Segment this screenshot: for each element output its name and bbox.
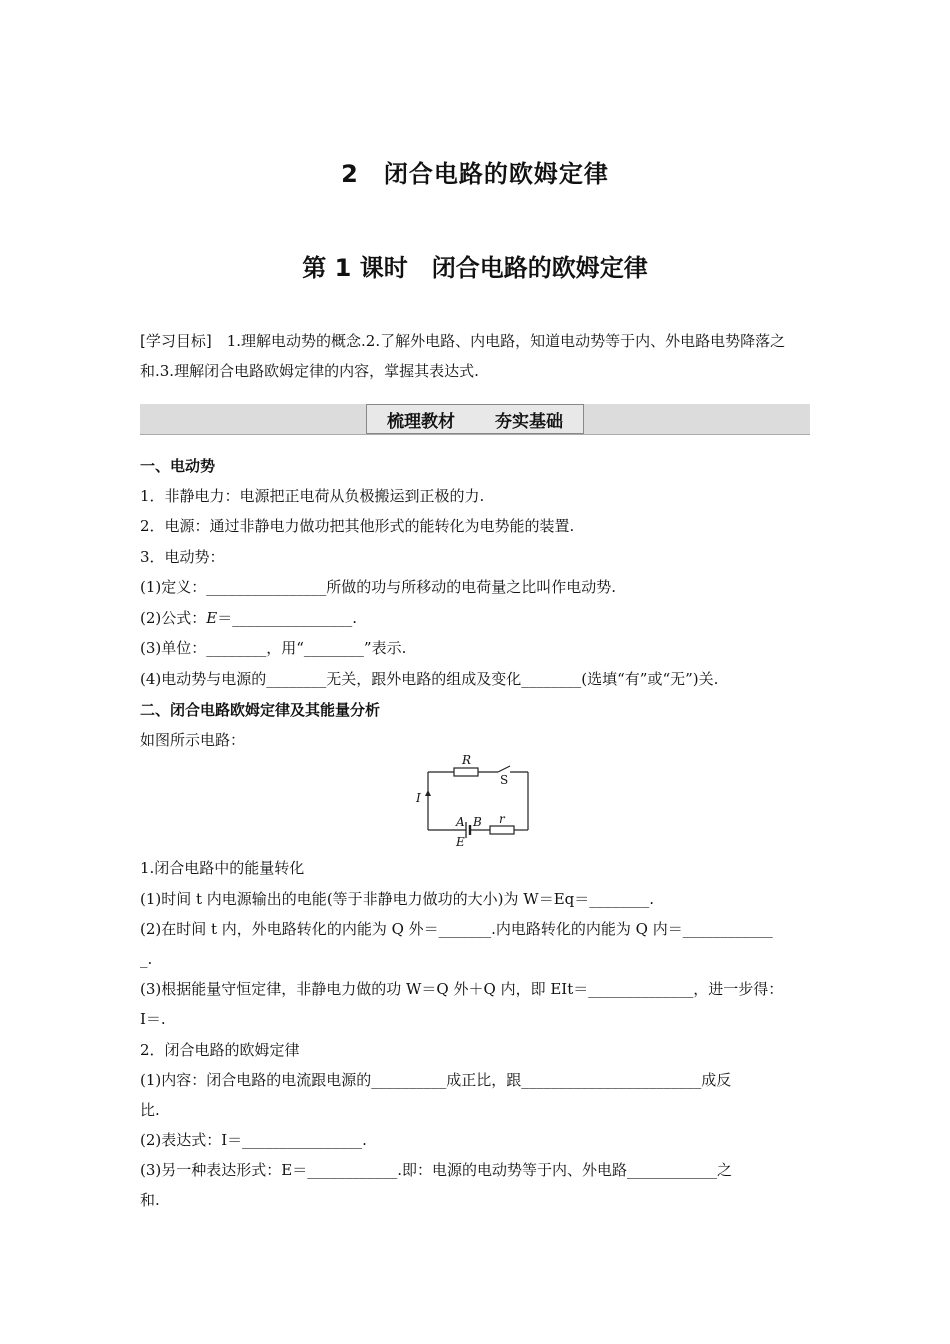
learning-objectives: [140, 326, 812, 386]
item-source: 2．电源：通过非静电力做功把其他形式的能转化为电势能的装置.: [140, 517, 575, 535]
item-emf: 3．电动势：: [140, 548, 225, 566]
label-A: A: [456, 815, 465, 829]
resistor-r: [490, 826, 514, 834]
current-arrow-icon: [425, 790, 431, 796]
energy-1: (1)时间 t 内电源输出的电能(等于非静电力做功的大小)为 W＝Eq＝________.: [140, 890, 655, 908]
law-alt-form: (3)另一种表达形式：E＝____________.即：电源的电动势等于内、外电路____________之: [140, 1161, 732, 1179]
law-content: (1)内容：闭合电路的电流跟电源的__________成正比，跟________________________成反: [140, 1071, 732, 1089]
banner-left: 梳理教材: [387, 411, 455, 432]
law-alt-form-cont: 和.: [140, 1191, 160, 1209]
law-title: 2．闭合电路的欧姆定律: [140, 1041, 300, 1059]
formula-prefix: (2)公式：: [140, 609, 207, 627]
law-content-cont: 比.: [140, 1101, 160, 1119]
circuit-diagram: [410, 752, 540, 852]
objective-label: [学习目标]: [140, 332, 212, 350]
energy-title: 1.闭合电路中的能量转化: [140, 859, 305, 877]
diagram-intro: 如图所示电路：: [140, 731, 246, 749]
heading-ohm: 二、闭合电路欧姆定律及其能量分析: [140, 701, 381, 719]
label-E: E: [456, 835, 465, 849]
energy-3: (3)根据能量守恒定律，非静电力做的功 W＝Q 外＋Q 内，即 EIt＝______________，进一步得：: [140, 980, 784, 998]
banner-box: [366, 404, 584, 434]
law-expression: (2)表达式：I＝________________.: [140, 1131, 367, 1149]
energy-2: (2)在时间 t 内，外电路转化的内能为 Q 外＝_______.内电路转化的内能为 Q 内＝____________: [140, 920, 773, 938]
label-r: r: [499, 812, 505, 826]
resistor-R: [454, 768, 478, 776]
lesson-title: 第 1 课时 闭合电路的欧姆定律: [302, 254, 648, 282]
banner-right: 夯实基础: [495, 411, 563, 432]
label-S: S: [500, 773, 509, 787]
objective-text: 1.理解电动势的概念.2.了解外电路、内电路，知道电动势等于内、外电路电势降落之和.3.理解闭合电路欧姆定律的内容，掌握其表达式.: [140, 332, 786, 380]
label-R: R: [462, 753, 472, 767]
item-nonelectrostatic: 1．非静电力：电源把正电荷从负极搬运到正极的力.: [140, 487, 485, 505]
energy-3-cont: I＝.: [140, 1010, 166, 1028]
emf-formula: [140, 608, 357, 628]
label-I: I: [416, 791, 421, 805]
formula-suffix: ＝________________.: [217, 609, 357, 627]
emf-definition: (1)定义：________________所做的功与所移动的电荷量之比叫作电动势.: [140, 578, 617, 596]
switch-S: [498, 766, 510, 772]
emf-relation: (4)电动势与电源的________无关，跟外电路的组成及变化________(选填“有”或“无”)关.: [140, 670, 719, 688]
emf-unit: (3)单位：________，用“________”表示.: [140, 639, 407, 657]
section-title: 2 闭合电路的欧姆定律: [341, 160, 609, 188]
label-B: B: [473, 815, 482, 829]
heading-emf: 一、电动势: [140, 457, 216, 475]
energy-2-cont: _.: [140, 950, 153, 968]
formula-var: E: [206, 609, 218, 627]
